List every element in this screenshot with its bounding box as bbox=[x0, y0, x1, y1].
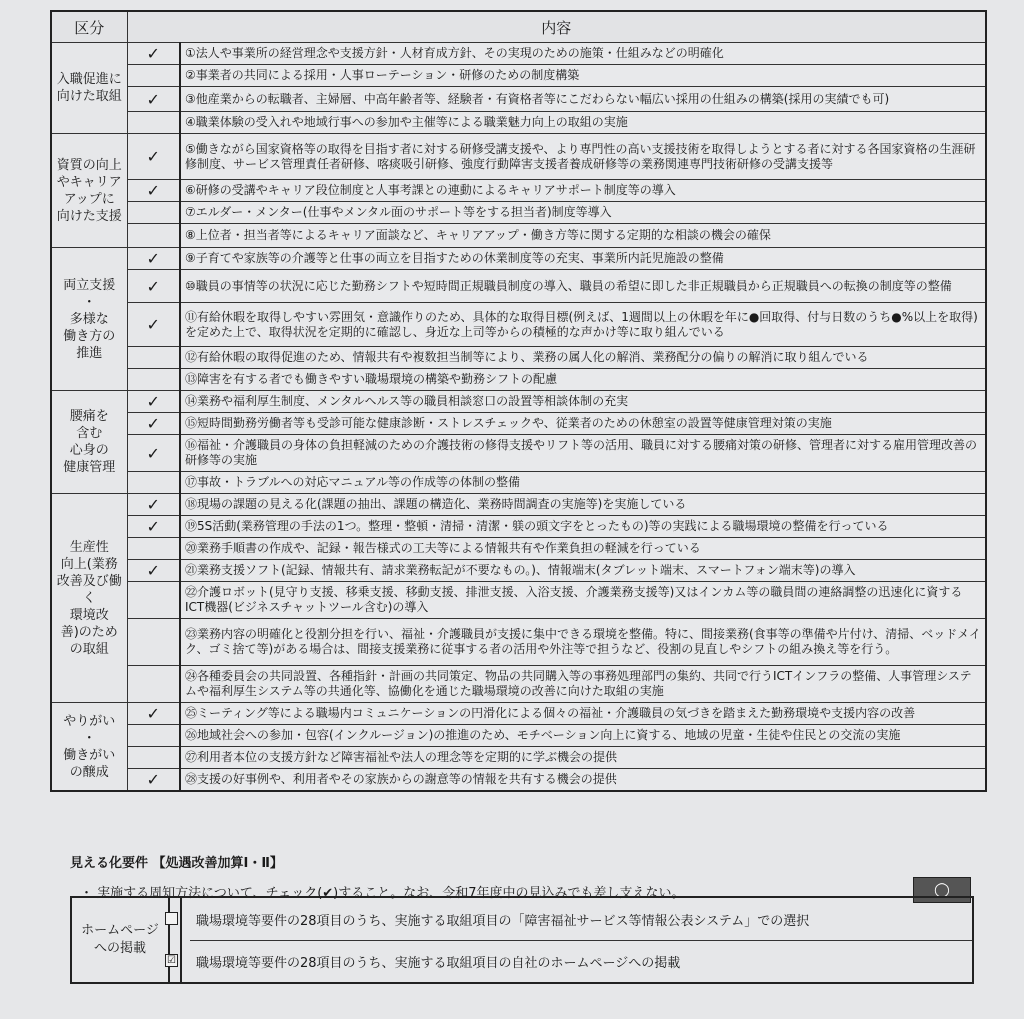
table-row bbox=[51, 435, 986, 472]
check-cell[interactable] bbox=[127, 202, 180, 224]
checkmark-icon: ✓ bbox=[146, 249, 160, 268]
table-row bbox=[51, 65, 986, 87]
item-text: ⑯福祉・介護職員の身体の負担軽減のための介護技術の修得支援やリフト等の活用、職員に対する腰痛対策の研修、管理者に対する雇用管理改善の研修等の実施 bbox=[185, 438, 978, 467]
category-cell bbox=[51, 248, 127, 391]
table-row bbox=[51, 303, 986, 347]
item-text-cell bbox=[180, 134, 986, 180]
category-cell bbox=[51, 134, 127, 248]
check-cell[interactable] bbox=[127, 248, 180, 270]
category-label-line: 向上(業務 bbox=[60, 556, 118, 572]
category-label-line: やりがい bbox=[63, 713, 116, 729]
item-text-cell bbox=[180, 747, 986, 769]
category-label-line: 心身の bbox=[69, 443, 109, 458]
checkmark-icon: ✓ bbox=[146, 704, 160, 723]
item-text: ⑧上位者・担当者等によるキャリア面談など、キャリアアップ・働き方等に関する定期的な相談の機会の確保 bbox=[185, 228, 771, 242]
item-text-cell bbox=[180, 112, 986, 134]
checkmark-icon: ✓ bbox=[146, 315, 160, 334]
item-text: ⑥研修の受講やキャリア段位制度と人事考課との連動によるキャリアサポート制度等の導入 bbox=[185, 183, 676, 197]
category-label-line: 向けた取組 bbox=[56, 89, 122, 104]
item-text: ①法人や事業所の経営理念や支援方針・人材育成方針、その実現のための施策・仕組みなどの明確化 bbox=[185, 46, 724, 60]
table-row bbox=[51, 87, 986, 112]
check-cell[interactable] bbox=[127, 494, 180, 516]
header-content: 内容 bbox=[127, 11, 986, 43]
table-row bbox=[51, 413, 986, 435]
item-text: ㉕ミーティング等による職場内コミュニケーションの円滑化による個々の福祉・介護職員の気づきを踏まえた勤務環境や支援内容の改善 bbox=[185, 706, 916, 720]
visibility-requirement-title: 見える化要件 【処遇改善加算Ⅰ・Ⅱ】 bbox=[70, 856, 283, 871]
category-cell bbox=[51, 703, 127, 792]
item-text-cell bbox=[180, 582, 986, 619]
category-label-line: 働きがい bbox=[63, 747, 116, 763]
circle-mark: ◯ bbox=[934, 882, 950, 898]
category-label-line: アップに bbox=[63, 191, 115, 207]
check-cell[interactable] bbox=[127, 560, 180, 582]
item-text: ⑤働きながら国家資格等の取得を目指す者に対する研修受講支援や、より専門性の高い支援技術を取得しようとする者に対する各国家資格の生涯研修制度、サービス管理責任者研修、喀痰吸引研修、強度行動障害支援者養成研修等の業務関連専門技術研修の受講支援等 bbox=[185, 141, 976, 171]
item-text-cell bbox=[180, 703, 986, 725]
table-row bbox=[51, 747, 986, 769]
table-row bbox=[51, 369, 986, 391]
category-label-line: 生産性 bbox=[69, 539, 109, 555]
category-label-line: 推進 bbox=[76, 345, 103, 361]
checkmark-icon: ✓ bbox=[146, 414, 160, 433]
category-label-line: 多様な bbox=[69, 311, 109, 327]
option-2-text: 職場環境等要件の28項目のうち、実施する取組項目の自社のホームページへの掲載 bbox=[196, 955, 681, 971]
table-row bbox=[51, 516, 986, 538]
check-cell[interactable] bbox=[127, 538, 180, 560]
item-text-cell bbox=[180, 347, 986, 369]
category-label-line: 資質の向上 bbox=[56, 157, 122, 173]
table-row bbox=[51, 202, 986, 224]
visibility-note: ・ 実施する周知方法について、チェック(✔)すること。なお、令和7年度中の見込みでも差し支えない。 bbox=[80, 886, 685, 901]
check-cell[interactable] bbox=[127, 270, 180, 303]
category-label-line: 働き方の bbox=[63, 328, 116, 344]
item-text-cell bbox=[180, 538, 986, 560]
category-cell bbox=[51, 494, 127, 703]
category-label-line: 含む bbox=[76, 426, 103, 441]
item-text: ⑳業務手順書の作成や、記録・報告様式の工夫等による情報共有や作業負担の軽減を行っている bbox=[185, 541, 701, 555]
table-row bbox=[51, 725, 986, 747]
item-text: ⑲5S活動(業務管理の手法の1つ。整理・整頓・清掃・清潔・躾の頭文字をとったもの)等の実践による職場環境の整備を行っている bbox=[185, 519, 889, 533]
item-text: ㉒介護ロボット(見守り支援、移乗支援、移動支援、排泄支援、入浴支援、介護業務支援等)又はインカム等の職員間の連絡調整の迅速化に資するICT機器(ビジネスチャットツール含む)の導入 bbox=[185, 585, 963, 614]
check-cell[interactable] bbox=[127, 703, 180, 725]
item-text-cell bbox=[180, 248, 986, 270]
item-text-cell bbox=[180, 472, 986, 494]
category-cell bbox=[51, 43, 127, 134]
item-text: ⑪有給休暇を取得しやすい雰囲気・意識作りのため、具体的な取得目標(例えば、1週間以上の休暇を年に●回取得、付与日数のうち●%以上を取得)を定めた上で、取得状況を定期的に確認し、身近な上司等からの積極的な声かけ等に取り組んでいる bbox=[185, 309, 978, 339]
table-row bbox=[51, 134, 986, 180]
category-label-line: 健康管理 bbox=[63, 460, 116, 475]
item-text: ㉖地域社会への参加・包容(インクルージョン)の推進のため、モチベーション向上に資する、地域の児童・生徒や住民との交流の実施 bbox=[185, 728, 901, 742]
table-row bbox=[51, 270, 986, 303]
checkmark-icon: ✓ bbox=[146, 561, 160, 580]
check-cell[interactable] bbox=[127, 134, 180, 180]
item-text-cell bbox=[180, 65, 986, 87]
table-row bbox=[51, 224, 986, 248]
table-row bbox=[51, 538, 986, 560]
checkmark-icon: ✓ bbox=[146, 517, 160, 536]
category-label-line: 両立支援 bbox=[63, 277, 116, 293]
item-text-cell bbox=[180, 516, 986, 538]
checkmark-icon: ✓ bbox=[146, 147, 160, 166]
table-row bbox=[51, 391, 986, 413]
check-cell[interactable] bbox=[127, 43, 180, 65]
check-cell[interactable] bbox=[127, 180, 180, 202]
check-cell[interactable] bbox=[127, 769, 180, 792]
item-text-cell bbox=[180, 413, 986, 435]
table-row bbox=[51, 560, 986, 582]
item-text-cell bbox=[180, 303, 986, 347]
check-cell[interactable] bbox=[127, 413, 180, 435]
check-cell[interactable] bbox=[127, 391, 180, 413]
item-text: ⑦エルダー・メンター(仕事やメンタル面のサポート等をする担当者)制度等導入 bbox=[185, 205, 612, 219]
table-row bbox=[51, 619, 986, 666]
table-row bbox=[51, 347, 986, 369]
homepage-label-line2: への掲載 bbox=[93, 941, 146, 956]
item-text: ⑫有給休暇の取得促進のため、情報共有や複数担当制等により、業務の属人化の解消、業務配分の偏りの解消に取り組んでいる bbox=[185, 350, 869, 364]
table-row bbox=[51, 472, 986, 494]
checkmark-icon: ✓ bbox=[146, 89, 160, 109]
item-text: ③他産業からの転職者、主婦層、中高年齢者等、経験者・有資格者等にこだわらない幅広い採用の仕組みの構築(採用の実績でも可) bbox=[185, 91, 890, 106]
item-text-cell bbox=[180, 560, 986, 582]
item-text: ㉗利用者本位の支援方針など障害福祉や法人の理念等を定期的に学ぶ機会の提供 bbox=[185, 750, 618, 764]
table-row bbox=[51, 494, 986, 516]
check-cell[interactable] bbox=[127, 369, 180, 391]
homepage-publication-box bbox=[70, 896, 974, 984]
check-cell[interactable] bbox=[127, 303, 180, 347]
check-cell[interactable] bbox=[127, 87, 180, 112]
check-cell[interactable] bbox=[127, 472, 180, 494]
item-text-cell bbox=[180, 224, 986, 248]
check-cell[interactable] bbox=[127, 516, 180, 538]
category-label-line: 向けた支援 bbox=[56, 208, 122, 224]
category-label-line: の取組 bbox=[69, 641, 109, 657]
item-text: ㉓業務内容の明確化と役割分担を行い、福祉・介護職員が支援に集中できる環境を整備。特に、間接業務(食事等の準備や片付け、清掃、ベッドメイク、ゴミ捨て等)がある場合は、間接支援業務に従事する者の活用や外注等で担うなど、役割の見直しやシフトの組み換え等を行う。 bbox=[185, 627, 981, 656]
option-1-checkbox[interactable] bbox=[165, 912, 178, 925]
item-text: ㉑業務支援ソフト(記録、情報共有、請求業務転記が不要なもの。)、情報端末(タブレット端末、スマートフォン端末等)の導入 bbox=[185, 563, 856, 577]
item-text-cell bbox=[180, 391, 986, 413]
table-row bbox=[51, 666, 986, 703]
item-text-cell bbox=[180, 180, 986, 202]
checkmark-icon: ✓ bbox=[146, 181, 160, 200]
item-text: ㉘支援の好事例や、利用者やその家族からの謝意等の情報を共有する機会の提供 bbox=[185, 772, 617, 786]
item-text-cell bbox=[180, 666, 986, 703]
category-label-line: やキャリア bbox=[56, 174, 122, 190]
table-row bbox=[51, 43, 986, 65]
check-cell[interactable] bbox=[127, 224, 180, 248]
item-text-cell bbox=[180, 87, 986, 112]
checkmark-icon: ✓ bbox=[146, 276, 160, 296]
item-text: ⑬障害を有する者でも働きやすい職場環境の構築や勤務シフトの配慮 bbox=[185, 372, 558, 386]
item-text-cell bbox=[180, 769, 986, 792]
check-cell[interactable] bbox=[127, 725, 180, 747]
item-text: ④職業体験の受入れや地域行事への参加や主催等による職業魅力向上の取組の実施 bbox=[185, 115, 628, 129]
check-cell[interactable] bbox=[127, 747, 180, 769]
homepage-label bbox=[72, 898, 170, 982]
item-text-cell bbox=[180, 725, 986, 747]
table-row bbox=[51, 582, 986, 619]
item-text-cell bbox=[180, 619, 986, 666]
item-text: ⑰事故・トラブルへの対応マニュアル等の作成等の体制の整備 bbox=[185, 475, 521, 489]
table-row bbox=[51, 703, 986, 725]
check-cell[interactable] bbox=[127, 435, 180, 472]
item-text-cell bbox=[180, 494, 986, 516]
category-label-line: 善)のため bbox=[60, 624, 118, 640]
table-header-row bbox=[51, 11, 986, 43]
check-cell[interactable] bbox=[127, 65, 180, 87]
check-cell[interactable] bbox=[127, 666, 180, 703]
category-label-line: 入職促進に bbox=[56, 72, 122, 87]
item-text-cell bbox=[180, 435, 986, 472]
table-row bbox=[51, 769, 986, 792]
item-text: ⑱現場の課題の見える化(課題の抽出、課題の構造化、業務時間調査の実施等)を実施している bbox=[185, 497, 687, 511]
option-1-text: 職場環境等要件の28項目のうち、実施する取組項目の「障害福祉サービス等情報公表システム」での選択 bbox=[190, 898, 972, 941]
item-text-cell bbox=[180, 202, 986, 224]
item-text: ⑮短時間勤務労働者等も受診可能な健康診断・ストレスチェックや、従業者のための休憩室の設置等健康管理対策の実施 bbox=[185, 416, 832, 430]
category-label-line: ・ bbox=[82, 294, 96, 310]
check-cell[interactable] bbox=[127, 619, 180, 666]
table-row bbox=[51, 248, 986, 270]
item-text-cell bbox=[180, 369, 986, 391]
checkmark-icon: ✓ bbox=[146, 392, 160, 411]
homepage-label-line1: ホームページ bbox=[81, 923, 159, 938]
item-text: ⑨子育てや家族等の介護等と仕事の両立を目指すための休業制度等の充実、事業所内託児施設の整備 bbox=[185, 251, 724, 265]
item-text-cell bbox=[180, 270, 986, 303]
table-row bbox=[51, 180, 986, 202]
check-cell[interactable] bbox=[127, 112, 180, 134]
option-2-checkbox[interactable]: ☑ bbox=[165, 954, 178, 967]
item-text: ㉔各種委員会の共同設置、各種指針・計画の共同策定、物品の共同購入等の事務処理部門の集約、共同で行うICTインフラの整備、人事管理システムや福利厚生システム等の共通化等、協働化を通じた職場環境の改善に向けた取組の実施 bbox=[185, 669, 972, 698]
category-label-line: 腰痛を bbox=[69, 409, 109, 424]
category-label-line: 改善及び働く bbox=[56, 573, 122, 606]
checkmark-icon: ✓ bbox=[146, 443, 160, 463]
item-text-cell bbox=[180, 43, 986, 65]
item-text: ②事業者の共同による採用・人事ローテーション・研修のための制度構築 bbox=[185, 68, 580, 82]
table-row bbox=[51, 112, 986, 134]
checkmark-icon: ✓ bbox=[146, 770, 160, 789]
item-text: ⑩職員の事情等の状況に応じた勤務シフトや短時間正規職員制度の導入、職員の希望に即した非正規職員から正規職員への転換の制度等の整備 bbox=[185, 278, 952, 293]
header-category: 区分 bbox=[51, 11, 127, 43]
check-cell[interactable] bbox=[127, 347, 180, 369]
category-cell bbox=[51, 391, 127, 494]
workplace-environment-table bbox=[50, 10, 987, 792]
category-label-line: 環境改 bbox=[69, 607, 109, 623]
category-label-line: ・ bbox=[82, 730, 96, 746]
item-text: ⑭業務や福利厚生制度、メンタルヘルス等の職員相談窓口の設置等相談体制の充実 bbox=[185, 394, 629, 408]
category-label-line: の醸成 bbox=[69, 764, 109, 780]
bracket-line bbox=[180, 898, 190, 982]
checkmark-icon: ✓ bbox=[146, 495, 160, 514]
checkmark-icon: ✓ bbox=[146, 44, 160, 63]
check-cell[interactable] bbox=[127, 582, 180, 619]
